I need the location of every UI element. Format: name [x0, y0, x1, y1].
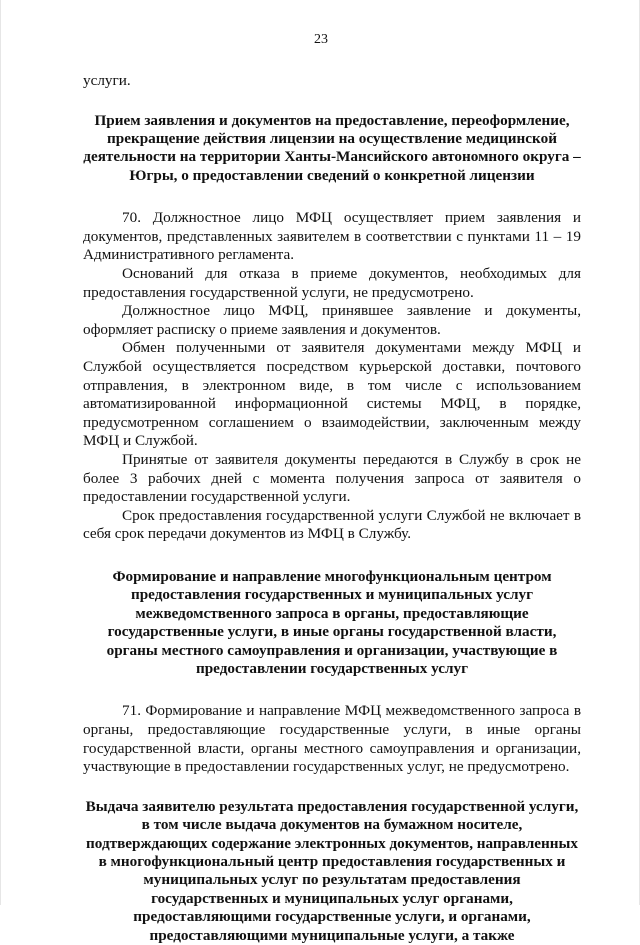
- section-heading-result-issuance: Выдача заявителю результата предоставления государственной услуги, в том числе выдача документов на бумажном носителе, подтверждающих содержание электронных документов, направленных в многофункциональный центр предоставления государственных и муниципальных услуг по результатам предоставления государственных и муниципальных услуг органами, предоставляющими государственные услуги, и органами, предоставляющими муниципальные услуги, а также: [85, 797, 579, 944]
- section-heading-interagency-request: Формирование и направление многофункциональным центром предоставления государственных и муниципальных услуг межведомственного запроса в органы, предоставляющие государственные услуги, в иные органы государственной власти, органы местного самоуправления и организации, участвующие в предоставлении государственных услуг: [106, 567, 558, 677]
- paragraph-70-3: Должностное лицо МФЦ, принявшее заявление и документы, оформляет расписку о приеме заявления и документов.: [83, 302, 581, 338]
- paragraph-70-6: Срок предоставления государственной услуги Службой не включает в себя срок передачи документов из МФЦ в Службу.: [83, 506, 581, 543]
- section-heading-reception: Прием заявления и документов на предоставление, переоформление, прекращение действия лицензии на осуществление медицинской деятельности на территории Ханты-Мансийского автономного округа – Югры, о предоставлении сведений о конкретной лицензии: [83, 111, 581, 184]
- paragraph-70-4: Обмен полученными от заявителя документами между МФЦ и Службой осуществляется посредством курьерской доставки, почтового отправления, в электронном виде, в том числе с использованием автоматизированной информационной системы МФЦ, в порядке, предусмотренном соглашением о взаимодействии, заключенным между МФЦ и Службой.: [83, 339, 581, 450]
- paragraph-71: 71. Формирование и направление МФЦ межведомственного запроса в органы, предоставляющие государственные услуги, в иные органы государственной власти, органы местного самоуправления и организации, участвующие в предоставлении государственных услуг, не предусмотрено.: [83, 702, 581, 776]
- paragraph-70-5: Принятые от заявителя документы передаются в Службу в срок не более 3 рабочих дней с момента получения запроса от заявителя о предоставлении государственной услуги.: [83, 450, 581, 506]
- page-content: [83, 72, 581, 945]
- page-number: 23: [314, 32, 328, 47]
- paragraph-70-2: Оснований для отказа в приеме документов, необходимых для предоставления государственной услуги, не предусмотрено.: [83, 265, 581, 301]
- paragraph-70-1: 70. Должностное лицо МФЦ осуществляет прием заявления и документов, представленных заявителем в соответствии с пунктами 11 – 19 Административного регламента.: [83, 209, 581, 264]
- lead-text: услуги.: [83, 72, 131, 89]
